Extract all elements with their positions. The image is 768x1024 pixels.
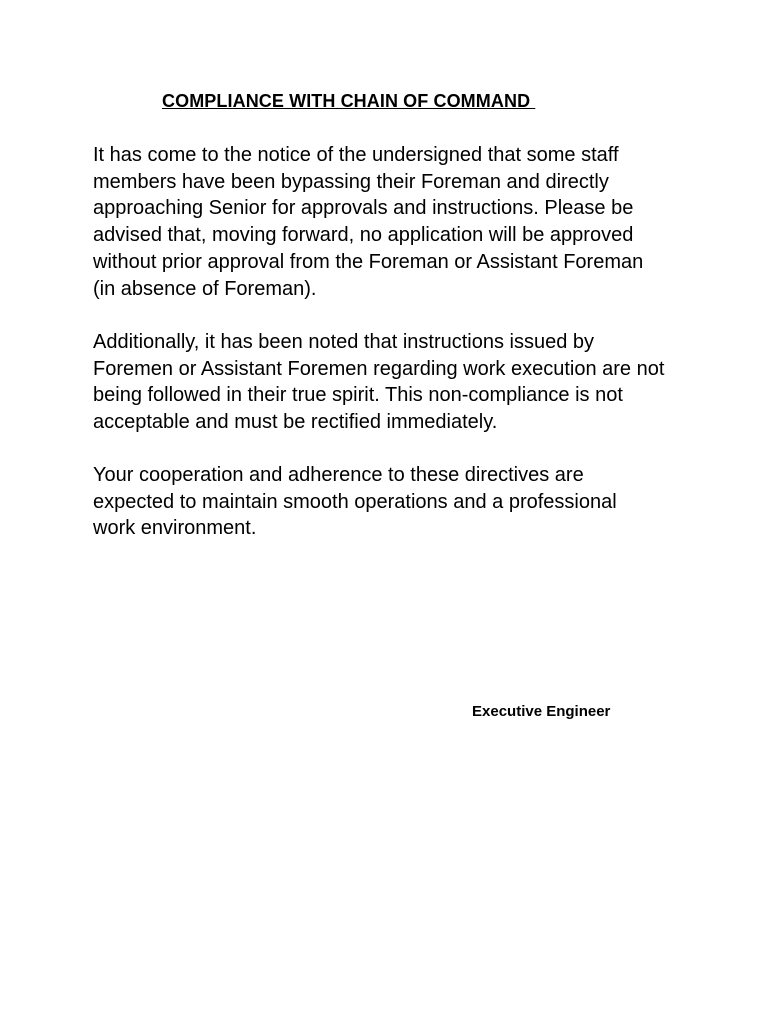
paragraph-noncompliance xyxy=(93,329,713,436)
document-title: COMPLIANCE WITH CHAIN OF COMMAND xyxy=(162,91,536,111)
paragraph-line: work environment. xyxy=(93,517,257,540)
paragraph-line: expected to maintain smooth operations and a professional xyxy=(93,490,617,513)
paragraph-line: (in absence of Foreman). xyxy=(93,277,317,300)
paragraph-line: advised that, moving forward, no application will be approved xyxy=(93,224,634,247)
paragraph-line: Your cooperation and adherence to these directives are xyxy=(93,464,584,486)
paragraph-line: without prior approval from the Foreman or Assistant Foreman xyxy=(93,250,644,273)
paragraph-line: approaching Senior for approvals and instructions. Please be xyxy=(93,197,634,220)
paragraph-line: Foremen or Assistant Foremen regarding work execution are not xyxy=(93,357,665,380)
paragraph-cooperation xyxy=(93,462,713,542)
paragraph-notice xyxy=(93,142,713,302)
paragraph-line: It has come to the notice of the undersigned that some staff xyxy=(93,144,619,166)
paragraph-line: Additionally, it has been noted that instructions issued by xyxy=(93,331,595,353)
signature-title: Executive Engineer xyxy=(472,703,611,720)
paragraph-line: acceptable and must be rectified immediately. xyxy=(93,411,498,434)
paragraph-line: members have been bypassing their Foreman and directly xyxy=(93,170,609,193)
paragraph-line: being followed in their true spirit. This non-compliance is not xyxy=(93,384,623,407)
